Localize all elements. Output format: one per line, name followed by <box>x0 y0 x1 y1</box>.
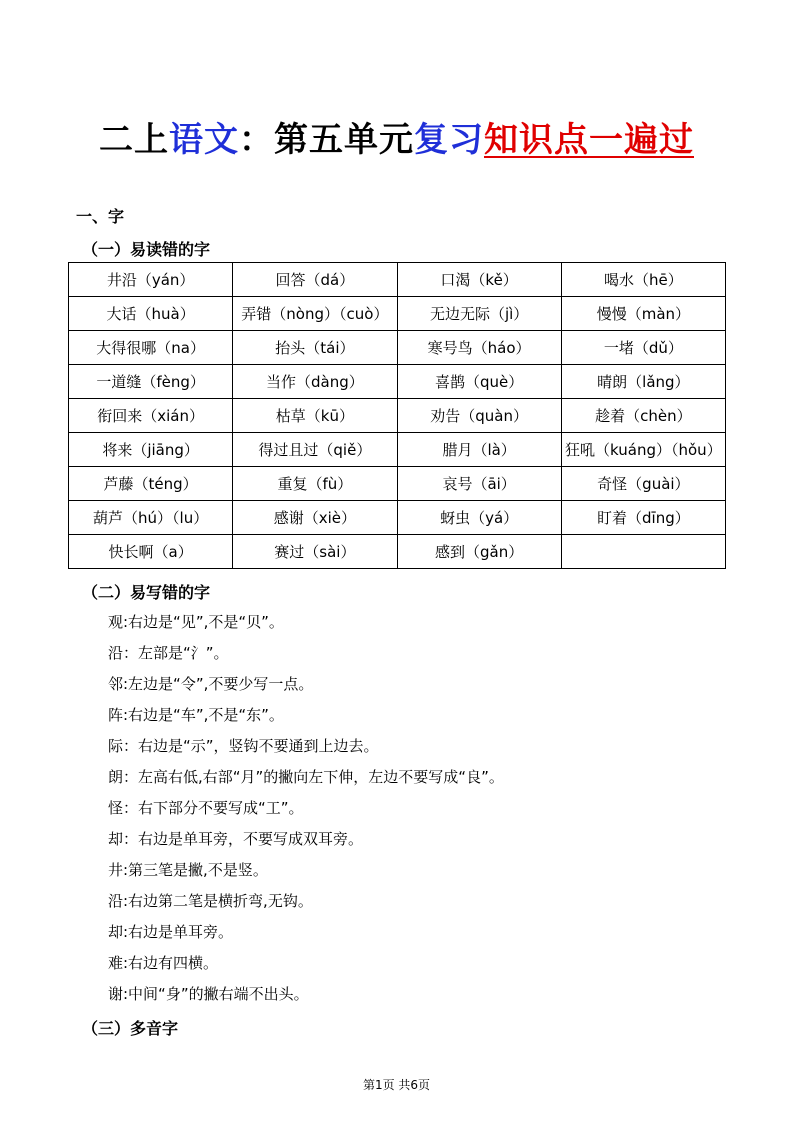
table-cell: 大话（huà） <box>69 297 233 331</box>
note-line: 观:右边是“见”,不是“贝”。 <box>108 613 284 631</box>
table-cell: 蚜虫（yá） <box>397 501 561 535</box>
table-cell: 感到（gǎn） <box>397 535 561 569</box>
note-line: 谢:中间“身”的撇右端不出头。 <box>108 985 309 1003</box>
table-cell: 大得很哪（na） <box>69 331 233 365</box>
table-cell: 哀号（āi） <box>397 467 561 501</box>
subheading-misread: （一）易读错的字 <box>82 240 211 259</box>
table-cell: 重复（fù） <box>233 467 397 501</box>
title-review: 复习 <box>414 120 484 160</box>
note-line: 井:第三笔是撇,不是竖。 <box>108 861 268 879</box>
note-line: 难:右边有四横。 <box>108 954 219 972</box>
page-title <box>0 112 793 161</box>
section-heading-characters: 一、字 <box>76 207 125 226</box>
title-highlight: 知识点一遍过 <box>484 120 694 160</box>
table-row <box>69 365 726 399</box>
subheading-miswritten: （二）易写错的字 <box>82 583 211 602</box>
table-cell: 葫芦（hú）（lu） <box>69 501 233 535</box>
table-cell: 弄错（nòng）（cuò） <box>233 297 397 331</box>
table-cell: 慢慢（màn） <box>561 297 725 331</box>
table-row <box>69 399 726 433</box>
note-line: 沿：左部是“氵”。 <box>108 644 229 662</box>
subheading-polyphonic: （三）多音字 <box>82 1019 179 1038</box>
note-line: 却:右边是单耳旁。 <box>108 923 234 941</box>
table-row <box>69 331 726 365</box>
table-cell: 芦藤（téng） <box>69 467 233 501</box>
table-cell: 赛过（sài） <box>233 535 397 569</box>
title-subject: 语文 <box>169 120 239 160</box>
title-unit: ：第五单元 <box>239 120 414 160</box>
table-cell: 喜鹊（què） <box>397 365 561 399</box>
table-cell: 口渴（kě） <box>397 263 561 297</box>
table-cell: 喝水（hē） <box>561 263 725 297</box>
table-cell: 当作（dàng） <box>233 365 397 399</box>
note-line: 阵:右边是“车”,不是“东”。 <box>108 706 284 724</box>
table-row <box>69 501 726 535</box>
table-cell: 晴朗（lǎng） <box>561 365 725 399</box>
note-line: 却：右边是单耳旁，不要写成双耳旁。 <box>108 830 364 848</box>
table-row <box>69 297 726 331</box>
table-cell: 将来（jiāng） <box>69 433 233 467</box>
note-line: 邻:左边是“令”,不要少写一点。 <box>108 675 314 693</box>
table-cell: 一道缝（fèng） <box>69 365 233 399</box>
table-cell: 枯草（kū） <box>233 399 397 433</box>
table-cell: 快长啊（a） <box>69 535 233 569</box>
note-line: 怪：右下部分不要写成“工”。 <box>108 799 304 817</box>
note-line: 朗：左高右低,右部“月”的撇向左下伸，左边不要写成“良”。 <box>108 768 504 786</box>
table-cell: 无边无际（jì） <box>397 297 561 331</box>
misread-words-table <box>68 262 726 569</box>
note-line: 沿:右边第二笔是横折弯,无钩。 <box>108 892 313 910</box>
table-cell: 抬头（tái） <box>233 331 397 365</box>
table-cell: 盯着（dīng） <box>561 501 725 535</box>
table-cell: 寒号鸟（háo） <box>397 331 561 365</box>
table-row <box>69 433 726 467</box>
table-cell: 趁着（chèn） <box>561 399 725 433</box>
table-cell: 得过且过（qiě） <box>233 433 397 467</box>
table-cell <box>561 535 725 569</box>
table-row <box>69 263 726 297</box>
table-cell: 狂吼（kuáng）（hǒu） <box>561 433 725 467</box>
note-line: 际：右边是“示”，竖钩不要通到上边去。 <box>108 737 379 755</box>
table-cell: 衔回来（xián） <box>69 399 233 433</box>
page-footer: 第1页 共6页 <box>362 1078 431 1092</box>
title-grade: 二上 <box>99 120 169 160</box>
table-cell: 奇怪（guài） <box>561 467 725 501</box>
table-cell: 劝告（quàn） <box>397 399 561 433</box>
table-cell: 回答（dá） <box>233 263 397 297</box>
table-row <box>69 467 726 501</box>
table-cell: 井沿（yán） <box>69 263 233 297</box>
table-cell: 感谢（xiè） <box>233 501 397 535</box>
table-row <box>69 535 726 569</box>
table-cell: 一堵（dǔ） <box>561 331 725 365</box>
table-cell: 腊月（là） <box>397 433 561 467</box>
